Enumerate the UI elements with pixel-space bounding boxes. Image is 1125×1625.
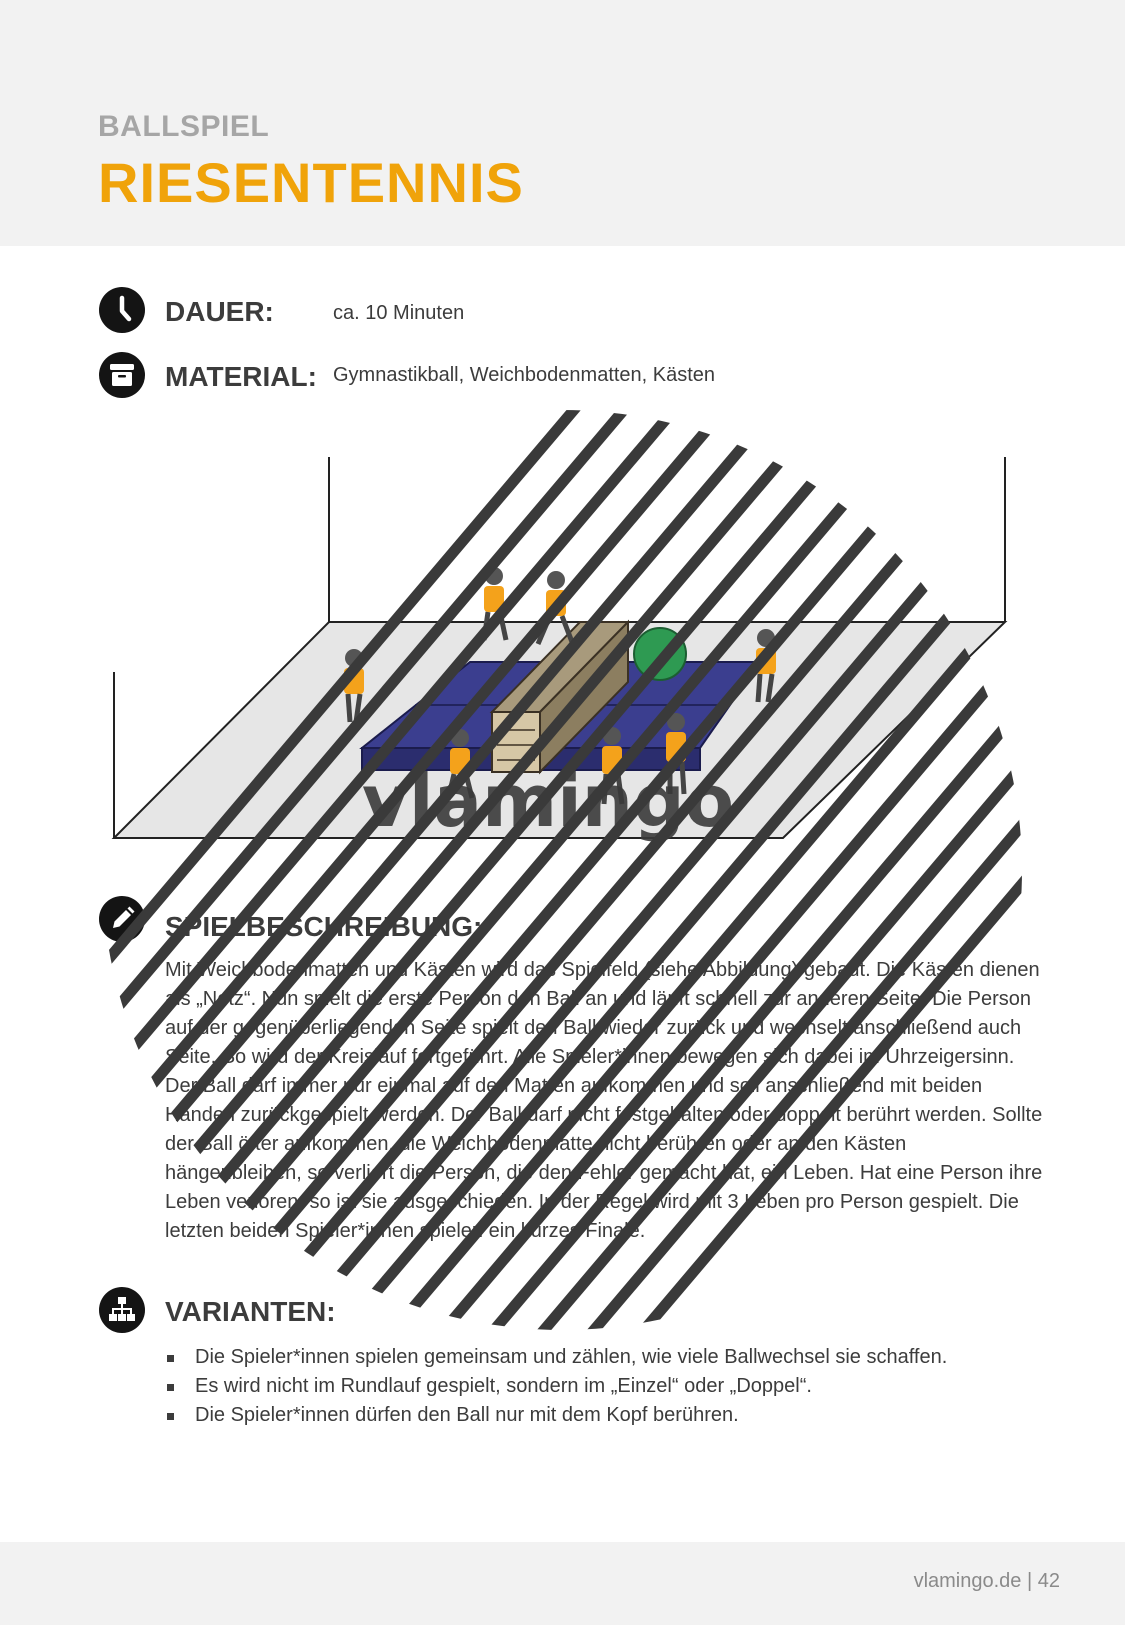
list-item: Es wird nicht im Rundlauf gespielt, sondern im „Einzel“ oder „Doppel“. (165, 1372, 947, 1401)
page-number: 42 (1037, 1570, 1060, 1592)
header-band (0, 0, 1125, 246)
material-value: Gymnastikball, Weichbodenmatten, Kästen (333, 364, 716, 386)
footer-separator: | (1026, 1570, 1033, 1592)
description-text: Mit Weichbodenmatten und Kästen wird das Spielfeld (siehe Abbildung) gebaut. Die Kästen dienen als „Netz“. Nun spielt die erste Person den Ball an und läuft schnell zur anderen Seite. Die Person auf der gegenüberliegenden Seite spielt den Ball wieder zurück und wechselt anschließend auch Seite. So wird der Kreislauf fortgeführt. Alle Spieler*innen bewegen sich dabei im Uhrzeigersinn. Der Ball darf immer nur einmal auf den Matten aufkommen und soll anschließend mit beiden Händen zurückgespielt werden. Der Ball darf nicht festgehalten oder doppelt berührt werden. Sollte der Ball öfter aufkommen, die Weichbodenmatte nicht berühren oder an den Kästen hängenbleiben, so verliert die Person, die den Fehler gemacht hat, ein Leben. Hat eine Person ihre Leben verloren, so ist sie ausgeschieden. In der Regel wird mit 3 Leben pro Person gespielt. Die letzten beiden Spieler*innen spielen ein kurzes Finale. (165, 959, 1043, 1242)
variants-list (165, 1343, 947, 1430)
clock-icon (99, 287, 145, 333)
footer-band (0, 1542, 1125, 1625)
list-item: Die Spieler*innen spielen gemeinsam und zählen, wie viele Ballwechsel sie schaffen. (165, 1343, 947, 1372)
playing-field-illustration (0, 400, 1125, 860)
duration-label: DAUER: (165, 296, 274, 327)
gymnastics-ball (634, 628, 686, 680)
footer-site: vlamingo.de (913, 1570, 1022, 1592)
duration-value: ca. 10 Minuten (333, 302, 465, 324)
watermark-logo: vlamingo (361, 759, 735, 843)
description-heading: SPIELBESCHREIBUNG: (165, 911, 483, 942)
footer-text (914, 1570, 1060, 1593)
pencil-icon (99, 896, 145, 942)
variants-heading: VARIANTEN: (165, 1296, 336, 1327)
category-kicker: BALLSPIEL (98, 110, 270, 143)
page-title: RIESENTENNIS (98, 151, 524, 214)
archive-box-icon (99, 352, 145, 398)
material-label: MATERIAL: (165, 361, 317, 392)
list-item: Die Spieler*innen dürfen den Ball nur mit dem Kopf berühren. (165, 1401, 947, 1430)
hierarchy-icon (99, 1287, 145, 1333)
